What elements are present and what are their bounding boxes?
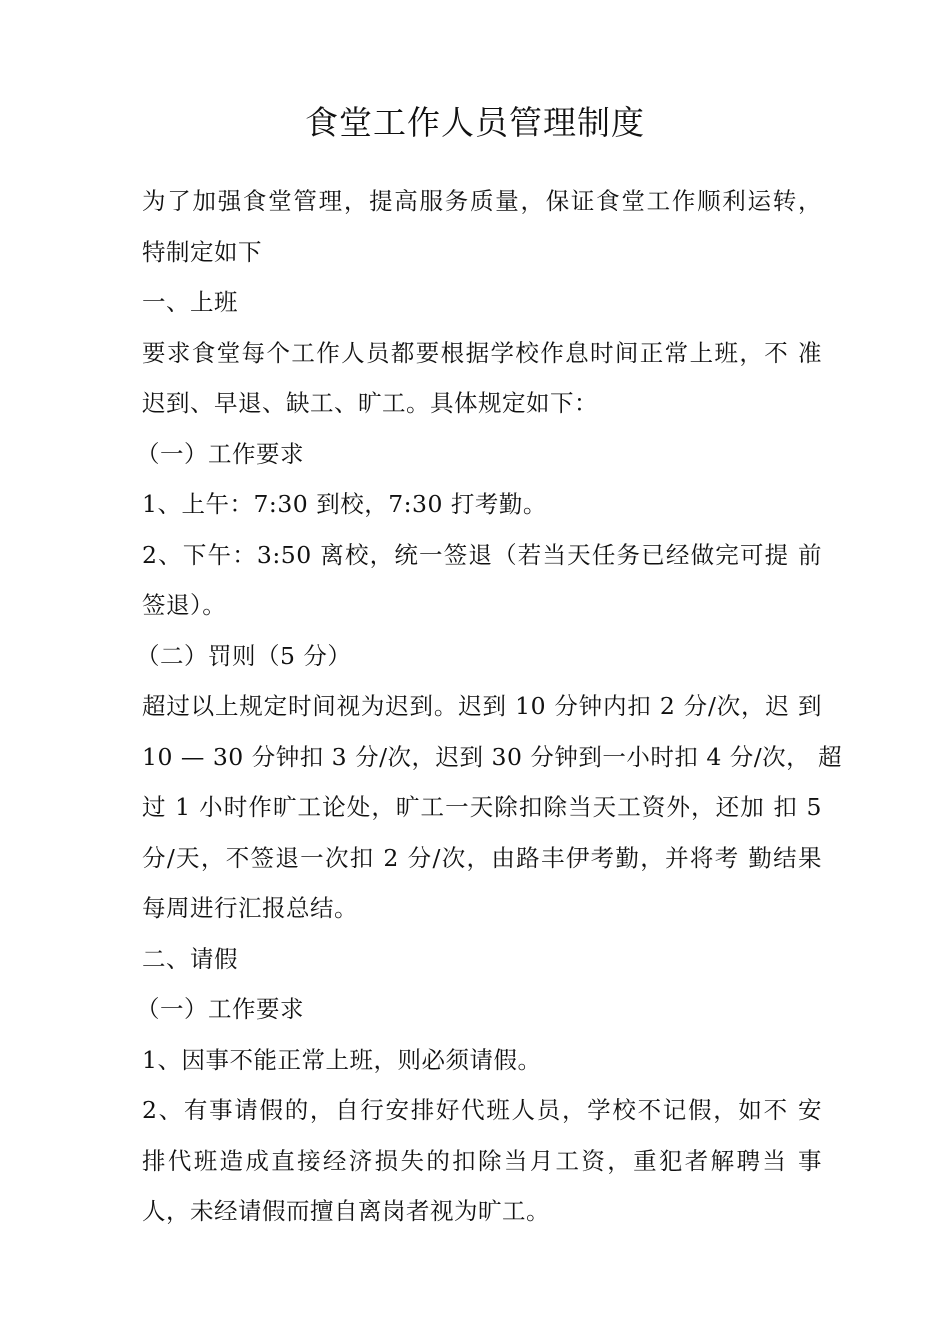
paragraph-line: 2、下午：3:50 离校，统一签退（若当天任务已经做完可提 前 xyxy=(142,540,822,569)
paragraph-line: 分/天，不签退一次扣 2 分/次，由路丰伊考勤，并将考 勤结果 xyxy=(142,843,822,872)
paragraph-line: （一）工作要求 xyxy=(136,439,304,468)
paragraph-line: 一、上班 xyxy=(142,288,238,316)
paragraph-line: 为了加强食堂管理，提高服务质量，保证食堂工作顺利运转， xyxy=(142,187,822,215)
paragraph-line: 2、有事请假的，自行安排好代班人员，学校不记假，如不 安 xyxy=(142,1096,822,1124)
paragraph-line: 1、因事不能正常上班，则必须请假。 xyxy=(142,1045,542,1074)
paragraph-line: （一）工作要求 xyxy=(136,995,304,1023)
paragraph-line: （二）罚则（5 分） xyxy=(136,641,352,670)
document-title: 食堂工作人员管理制度 xyxy=(305,103,645,142)
paragraph-line: 二、请假 xyxy=(142,944,238,973)
paragraph-line: 排代班造成直接经济损失的扣除当月工资，重犯者解聘当 事 xyxy=(142,1146,822,1175)
paragraph-line: 超过以上规定时间视为迟到。迟到 10 分钟内扣 2 分/次，迟 到 xyxy=(142,692,822,720)
paragraph-line: 人，未经请假而擅自离岗者视为旷工。 xyxy=(142,1197,550,1225)
paragraph-line: 每周进行汇报总结。 xyxy=(142,894,358,922)
paragraph-line: 10 — 30 分钟扣 3 分/次，迟到 30 分钟到一小时扣 4 分/次， 超 xyxy=(142,742,843,771)
paragraph-line: 要求食堂每个工作人员都要根据学校作息时间正常上班，不 准 xyxy=(142,338,822,367)
paragraph-line: 迟到、早退、缺工、旷工。具体规定如下： xyxy=(142,389,598,417)
paragraph-line: 过 1 小时作旷工论处，旷工一天除扣除当天工资外，还加 扣 5 xyxy=(142,793,822,821)
paragraph-line: 特制定如下 xyxy=(142,237,262,266)
paragraph-line: 1、上午：7:30 到校，7:30 打考勤。 xyxy=(142,490,547,518)
document-body xyxy=(136,176,843,1237)
paragraph-line: 签退）。 xyxy=(142,591,227,619)
